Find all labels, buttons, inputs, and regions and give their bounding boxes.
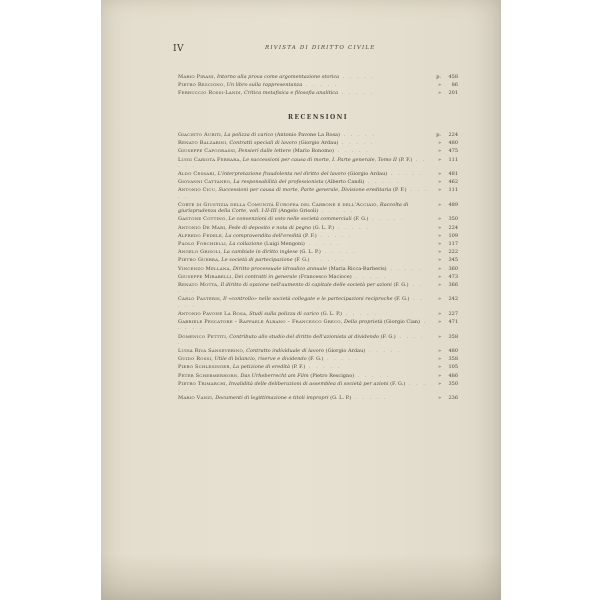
entry-separator: , bbox=[220, 132, 225, 138]
entry-text bbox=[178, 140, 433, 146]
entry-reviewer: (Maria Ricca-Barberis) bbox=[328, 265, 387, 272]
entry-author: Peter Schermerhorn bbox=[178, 372, 238, 379]
entry-title: Le convenzioni di voto nelle società commerciali bbox=[228, 216, 352, 223]
review-entry bbox=[178, 171, 458, 177]
review-entry bbox=[178, 257, 458, 263]
entry-author: Gabriele Pescatore – Raffaele Albano – Francesco Greco bbox=[178, 319, 341, 326]
entry-separator: , bbox=[225, 216, 229, 223]
entry-page-number: 480 bbox=[448, 140, 458, 147]
leader-dots: . . . . . bbox=[178, 187, 429, 200]
article-list bbox=[178, 74, 458, 99]
review-entry bbox=[178, 216, 458, 222]
entry-title: Il diritto di opzione nell'aumento di capitale delle società per azioni bbox=[220, 281, 392, 288]
entry-page-number: 475 bbox=[448, 148, 458, 155]
entry-reviewer: (F. G.) bbox=[308, 356, 324, 363]
entry-page-number: 486 bbox=[448, 372, 458, 379]
entry-separator: , bbox=[246, 310, 250, 317]
leader-dots: . . . . . bbox=[178, 333, 425, 346]
entry-author: Pietro Guerra bbox=[178, 257, 219, 264]
section-title: RECENSIONI bbox=[287, 114, 349, 121]
entry-separator: , bbox=[212, 395, 216, 402]
leader-dots: . . . . . bbox=[334, 224, 370, 231]
entry-text bbox=[178, 266, 433, 272]
entry-page-prefix: » bbox=[437, 249, 441, 256]
article-entry bbox=[178, 82, 458, 88]
entry-title: Raccolta di giurisprudenza della Corte, voll. I-II-III bbox=[178, 201, 409, 215]
review-list bbox=[178, 132, 458, 403]
leader-dots: . . . . . bbox=[338, 90, 374, 97]
entry-separator: , bbox=[226, 333, 230, 340]
entry-page-prefix: » bbox=[437, 281, 441, 288]
entry-page-prefix: » bbox=[437, 364, 441, 371]
entry-separator: , bbox=[221, 232, 226, 239]
entry-page-prefix: » bbox=[437, 296, 441, 303]
review-entry bbox=[178, 334, 458, 347]
entry-page-prefix: » bbox=[437, 333, 441, 340]
entry-page-prefix: » bbox=[437, 232, 441, 239]
leader-dots: . . . . . bbox=[365, 348, 402, 355]
review-entry bbox=[178, 241, 458, 247]
review-entry bbox=[178, 148, 458, 154]
entry-text bbox=[178, 157, 433, 170]
entry-author: Vincenzo Mellana bbox=[178, 265, 230, 272]
entry-text bbox=[178, 356, 433, 362]
leader-dots: . . . . . bbox=[316, 232, 353, 239]
entry-reviewer: (F. G.) bbox=[380, 333, 396, 340]
entry-separator: , bbox=[218, 257, 222, 264]
review-entry bbox=[178, 225, 458, 231]
entry-author: Mario Pirani bbox=[178, 74, 214, 80]
entry-title: Dei contratti in generale bbox=[234, 273, 298, 280]
entry-page-prefix: » bbox=[437, 179, 441, 186]
entry-separator: , bbox=[215, 187, 219, 194]
leader-dots: . . . . . bbox=[333, 148, 370, 155]
entry-author: Guido Rossi bbox=[178, 356, 212, 363]
review-entry bbox=[178, 202, 458, 215]
leader-dots: . . . . . bbox=[338, 140, 375, 147]
journal-title: RIVISTA DI DIRITTO CIVILE bbox=[265, 45, 376, 51]
entry-title: Fede di deposito e nota di pegno bbox=[228, 224, 312, 231]
review-entry bbox=[178, 266, 458, 272]
entry-title: Contributo allo studio del diritto dell'azionista al dividendo bbox=[229, 333, 379, 340]
entry-title: Le successioni per causa di morte, I. Parte generale, Tomo II bbox=[242, 156, 397, 163]
review-entry bbox=[178, 364, 458, 370]
entry-separator: , bbox=[239, 156, 243, 163]
entry-page-number: 473 bbox=[448, 273, 458, 280]
entry-title: Critica metafisica e filosofia analitica bbox=[243, 90, 339, 97]
entry-page-number: 462 bbox=[448, 179, 458, 186]
entry-reviewer: (G. L. P.) bbox=[312, 224, 335, 231]
entry-author: Angelo Grisoli bbox=[178, 249, 221, 256]
entry-separator: , bbox=[229, 265, 233, 272]
entry-separator: , bbox=[230, 179, 234, 186]
leader-dots: . . . . . bbox=[368, 216, 405, 223]
entry-author: Giuseppe Mirabelli bbox=[178, 273, 232, 280]
entry-page-prefix: » bbox=[437, 356, 441, 363]
entry-page-prefix: » bbox=[437, 240, 441, 247]
review-entry bbox=[178, 282, 458, 295]
entry-title: Della proprietà bbox=[343, 319, 383, 326]
entry-author: Corte di Giustizia della Comunità Europea del Carbone e dell'Acciaio bbox=[178, 201, 377, 208]
entry-title: La polizza di carico bbox=[224, 132, 274, 138]
leader-dots: . . . . . bbox=[318, 208, 355, 215]
entry-page-number: 358 bbox=[448, 356, 458, 363]
entry-text bbox=[178, 319, 433, 332]
leader-dots: . . . . . bbox=[178, 156, 427, 169]
entry-page-prefix: » bbox=[437, 82, 441, 89]
entry-text bbox=[178, 381, 433, 394]
entry-text bbox=[178, 216, 433, 222]
entry-title: La collazione bbox=[229, 240, 263, 247]
review-entry bbox=[178, 187, 458, 200]
entry-page-prefix: » bbox=[437, 216, 441, 223]
entry-page-prefix: » bbox=[437, 310, 441, 317]
entry-text bbox=[178, 132, 433, 138]
entry-separator: , bbox=[211, 356, 215, 363]
entry-reviewer: (Pietro Rescigno) bbox=[310, 372, 355, 379]
review-entry bbox=[178, 140, 458, 146]
entry-text bbox=[178, 187, 433, 200]
entry-page-number: 345 bbox=[448, 257, 458, 264]
entry-page-prefix: p. bbox=[436, 74, 441, 80]
entry-text bbox=[178, 395, 433, 401]
entry-title: Contratti speciali di lavoro bbox=[229, 140, 298, 147]
entry-text bbox=[178, 241, 433, 247]
entry-page-prefix: » bbox=[437, 224, 441, 231]
leader-dots: . . . . . bbox=[178, 281, 423, 295]
review-entry bbox=[178, 311, 458, 317]
entry-page-number: 358 bbox=[448, 333, 458, 340]
review-entry bbox=[178, 157, 458, 170]
entry-text bbox=[178, 202, 433, 215]
entry-title: Diritto processuale idraulico annuale bbox=[232, 265, 328, 272]
entry-text bbox=[178, 148, 433, 154]
entry-page-prefix: » bbox=[437, 257, 441, 264]
review-entry bbox=[178, 274, 458, 280]
leader-dots: . . . . . bbox=[354, 372, 391, 379]
entry-title: La petizione di eredità bbox=[232, 364, 291, 371]
entry-text bbox=[178, 249, 433, 255]
review-entry bbox=[178, 348, 458, 354]
entry-title: Utile di bilancio, riserve e dividendo bbox=[214, 356, 307, 363]
leader-dots: . . . . . bbox=[351, 395, 388, 402]
entry-page-prefix: » bbox=[437, 395, 441, 402]
entry-page-prefix: » bbox=[437, 265, 441, 272]
entry-title: Un libro sulla rappresentanza bbox=[226, 82, 303, 89]
entry-reviewer: (Antonio Pavone La Rosa) bbox=[274, 132, 340, 138]
entry-title: L'interpretazione fraudolenta nel diritto del lavoro bbox=[217, 171, 346, 178]
entry-separator: , bbox=[242, 348, 247, 355]
entry-text bbox=[178, 225, 433, 231]
entry-author: Antonio Cicu bbox=[178, 187, 216, 194]
entry-page-number: 236 bbox=[448, 395, 458, 402]
entry-page-number: 222 bbox=[448, 249, 458, 256]
entry-title: La compravendita dell'eredità bbox=[225, 232, 302, 239]
entry-text bbox=[178, 257, 433, 263]
entry-reviewer: (P. F.) bbox=[291, 364, 306, 371]
review-entry bbox=[178, 132, 458, 138]
entry-page-prefix: » bbox=[437, 171, 441, 178]
leader-dots: . . . . . bbox=[178, 296, 424, 309]
entry-author: Alfredo Fedele bbox=[178, 232, 222, 239]
leader-dots: . . . . . bbox=[178, 380, 427, 394]
leader-dots: . . . . . bbox=[339, 132, 376, 138]
entry-page-prefix: » bbox=[437, 140, 441, 147]
entry-page-prefix: p. bbox=[436, 132, 441, 138]
entry-title: Documenti di legittimazione e titoli impropri bbox=[215, 395, 329, 402]
review-entry bbox=[178, 395, 458, 401]
entry-separator: , bbox=[225, 380, 229, 387]
entry-reviewer: (Giorgio Cian) bbox=[384, 319, 420, 326]
entry-page-prefix: » bbox=[437, 273, 441, 280]
entry-author: Mario Vanzi bbox=[178, 395, 213, 402]
entry-author: Pietro Rescigno bbox=[178, 82, 224, 89]
entry-title: Invalidità delle deliberazioni di assemblea di società per azioni bbox=[228, 380, 389, 387]
entry-page-prefix: » bbox=[437, 148, 441, 155]
article-entry bbox=[178, 90, 458, 96]
entry-separator: , bbox=[225, 224, 229, 231]
entry-text bbox=[178, 171, 433, 177]
entry-separator: , bbox=[340, 319, 344, 326]
entry-title: Pensieri dalle lettere bbox=[238, 148, 292, 155]
entry-separator: , bbox=[217, 281, 221, 288]
entry-title: Successioni per causa di morte, Parte generale, Divisione ereditaria bbox=[218, 187, 392, 194]
entry-page-prefix: » bbox=[437, 187, 441, 194]
entry-author: Paolo Forchielli bbox=[178, 240, 226, 247]
entry-separator: , bbox=[231, 273, 235, 280]
entry-separator: , bbox=[220, 249, 224, 256]
entry-reviewer: (G. L. P.) bbox=[299, 249, 321, 256]
entry-text bbox=[178, 348, 433, 354]
leader-dots: . . . . . bbox=[320, 249, 357, 256]
entry-reviewer: (F. G.) bbox=[294, 257, 310, 264]
entry-reviewer: (Mario Bonomo) bbox=[292, 148, 334, 155]
leader-dots: . . . . . bbox=[304, 240, 341, 247]
entry-text bbox=[178, 274, 433, 280]
entry-author: Pietro Trimarchi bbox=[178, 380, 226, 387]
entry-page-number: 471 bbox=[448, 319, 458, 326]
entry-reviewer: (Giorgio Ardau) bbox=[298, 140, 339, 147]
leader-dots: . . . . . bbox=[342, 310, 378, 317]
review-entry bbox=[178, 373, 458, 379]
leader-dots: . . . . . bbox=[309, 257, 346, 264]
entry-author: Antonio Pavone La Rosa bbox=[178, 310, 247, 317]
entry-page-number: 481 bbox=[448, 171, 458, 178]
leader-dots: . . . . . bbox=[386, 265, 423, 272]
entry-reviewer: (Giorgio Ardau) bbox=[325, 348, 366, 355]
entry-page-prefix: » bbox=[437, 90, 441, 97]
entry-author: Antonio De Mari bbox=[178, 224, 226, 231]
entry-page-prefix: » bbox=[437, 156, 441, 163]
entry-reviewer: (Francesco Macioce) bbox=[298, 273, 352, 280]
page-shadow bbox=[101, 554, 501, 600]
entry-page-number: 117 bbox=[448, 240, 458, 247]
entry-page-number: 489 bbox=[448, 201, 458, 208]
review-entry bbox=[178, 179, 458, 185]
entry-separator: , bbox=[223, 82, 227, 89]
entry-title: Intorno alla prova come argomentazione storica bbox=[216, 74, 340, 80]
entry-author: Giuseppe Capograssi bbox=[178, 148, 236, 155]
entry-author: Domenico Pettiti bbox=[178, 333, 227, 340]
entry-page-number: 224 bbox=[448, 224, 458, 231]
entry-title: Il «controllo» nelle società collegate e le partecipazioni reciproche bbox=[223, 296, 393, 303]
entry-text bbox=[178, 364, 433, 370]
entry-separator: , bbox=[213, 74, 217, 80]
review-entry bbox=[178, 356, 458, 362]
entry-page-number: 366 bbox=[448, 281, 458, 288]
page-number: IV bbox=[173, 44, 185, 54]
entry-text bbox=[178, 373, 433, 379]
review-entry bbox=[178, 233, 458, 239]
entry-reviewer: (G. L. P.) bbox=[330, 395, 352, 402]
entry-title: Contratto individuale di lavoro bbox=[246, 348, 325, 355]
entry-reviewer: (G. L. P.) bbox=[320, 310, 342, 317]
entry-text bbox=[178, 90, 433, 96]
entry-reviewer: (P. F.) bbox=[302, 232, 317, 239]
leader-dots: . . . . . bbox=[323, 356, 360, 363]
entry-page-number: 224 bbox=[448, 132, 458, 138]
review-entry bbox=[178, 296, 458, 309]
entry-author: Renato Motta bbox=[178, 281, 218, 288]
entry-author: Carlo Pasteris bbox=[178, 296, 220, 303]
entry-text bbox=[178, 179, 433, 185]
entry-separator: , bbox=[225, 240, 230, 247]
entry-page-number: 227 bbox=[448, 310, 458, 317]
entry-page-number: 350 bbox=[448, 216, 458, 223]
entry-page-number: 350 bbox=[448, 380, 458, 387]
entry-reviewer: (P. F.) bbox=[398, 156, 413, 163]
entry-page-prefix: » bbox=[437, 372, 441, 379]
review-entry bbox=[178, 249, 458, 255]
entry-title: Das Urheberrecht am Film bbox=[240, 372, 309, 379]
entry-separator: , bbox=[237, 372, 241, 379]
entry-title: Le società di partecipazione bbox=[221, 257, 293, 264]
entry-title: La responsabilità del professionista bbox=[233, 179, 324, 186]
entry-text bbox=[178, 311, 433, 317]
entry-page-prefix: » bbox=[437, 319, 441, 326]
leader-dots: . . . . . bbox=[305, 364, 342, 371]
entry-page-number: 360 bbox=[448, 265, 458, 272]
entry-page-number: 201 bbox=[448, 90, 458, 97]
entry-reviewer: (Luigi Mengoni) bbox=[264, 240, 305, 247]
entry-page-number: 105 bbox=[448, 364, 458, 371]
entry-page-number: 242 bbox=[448, 296, 458, 303]
entry-page-number: 458 bbox=[448, 74, 458, 80]
entry-text bbox=[178, 296, 433, 309]
entry-author: Giacinto Auriti bbox=[178, 132, 221, 138]
entry-separator: , bbox=[219, 296, 224, 303]
entry-separator: , bbox=[229, 364, 233, 371]
entry-title: La cambiale in diritto inglese bbox=[223, 249, 298, 256]
page-header bbox=[173, 44, 449, 56]
leader-dots: . . . . . bbox=[339, 74, 376, 80]
entry-author: Renato Balzarini bbox=[178, 140, 227, 147]
entry-page-number: 111 bbox=[448, 156, 458, 163]
review-entry bbox=[178, 319, 458, 332]
entry-author: Gastone Cottino bbox=[178, 216, 226, 223]
entry-text bbox=[178, 334, 433, 347]
leader-dots: . . . . . bbox=[351, 273, 388, 280]
entry-author: Piero Schlesinger bbox=[178, 364, 230, 371]
leader-dots: . . . . . bbox=[364, 179, 401, 186]
entry-text bbox=[178, 82, 433, 88]
book-page bbox=[101, 0, 501, 600]
entry-reviewer: (F. G.) bbox=[394, 296, 410, 303]
entry-page-prefix: » bbox=[437, 201, 441, 208]
entry-reviewer: (Giorgio Ardau) bbox=[347, 171, 388, 178]
entry-page-number: 86 bbox=[451, 82, 458, 89]
entry-reviewer: (Alberto Candi) bbox=[325, 179, 365, 186]
entry-separator: , bbox=[226, 140, 230, 147]
entry-separator: , bbox=[214, 171, 218, 178]
entry-reviewer: (Angelo Grisoli) bbox=[278, 208, 319, 215]
entry-page-number: 111 bbox=[448, 187, 458, 194]
entry-text bbox=[178, 233, 433, 239]
entry-author: Luisa Riva Sanseverino bbox=[178, 348, 243, 355]
entry-page-number: 480 bbox=[448, 348, 458, 355]
entry-page-number: 109 bbox=[448, 232, 458, 239]
entry-page-prefix: » bbox=[437, 348, 441, 355]
leader-dots: . . . . . bbox=[387, 171, 424, 178]
review-entry bbox=[178, 381, 458, 394]
entry-author: Aldo Cessari bbox=[178, 171, 215, 178]
article-entry bbox=[178, 74, 458, 80]
entry-reviewer: (F. G.) bbox=[353, 216, 369, 223]
entry-text bbox=[178, 74, 433, 80]
leader-dots: . . . . . bbox=[302, 82, 339, 89]
entry-reviewer: (F. G.) bbox=[393, 281, 409, 288]
entry-separator: , bbox=[376, 201, 380, 208]
entry-page-prefix: » bbox=[437, 380, 441, 387]
entry-reviewer: (F. G.) bbox=[390, 380, 406, 387]
entry-text bbox=[178, 282, 433, 295]
entry-separator: , bbox=[240, 90, 244, 97]
entry-author: Luigi Cariota Ferrara bbox=[178, 156, 240, 163]
entry-author: Giovanni Cattaneo bbox=[178, 179, 231, 186]
leader-dots: . . . . . bbox=[178, 319, 428, 332]
entry-reviewer: (P. F.) bbox=[392, 187, 407, 194]
entry-title: Studi sulla polizza di carico bbox=[249, 310, 320, 317]
entry-author: Ferruccio Rossi-Landi bbox=[178, 90, 241, 97]
entry-separator: , bbox=[235, 148, 239, 155]
